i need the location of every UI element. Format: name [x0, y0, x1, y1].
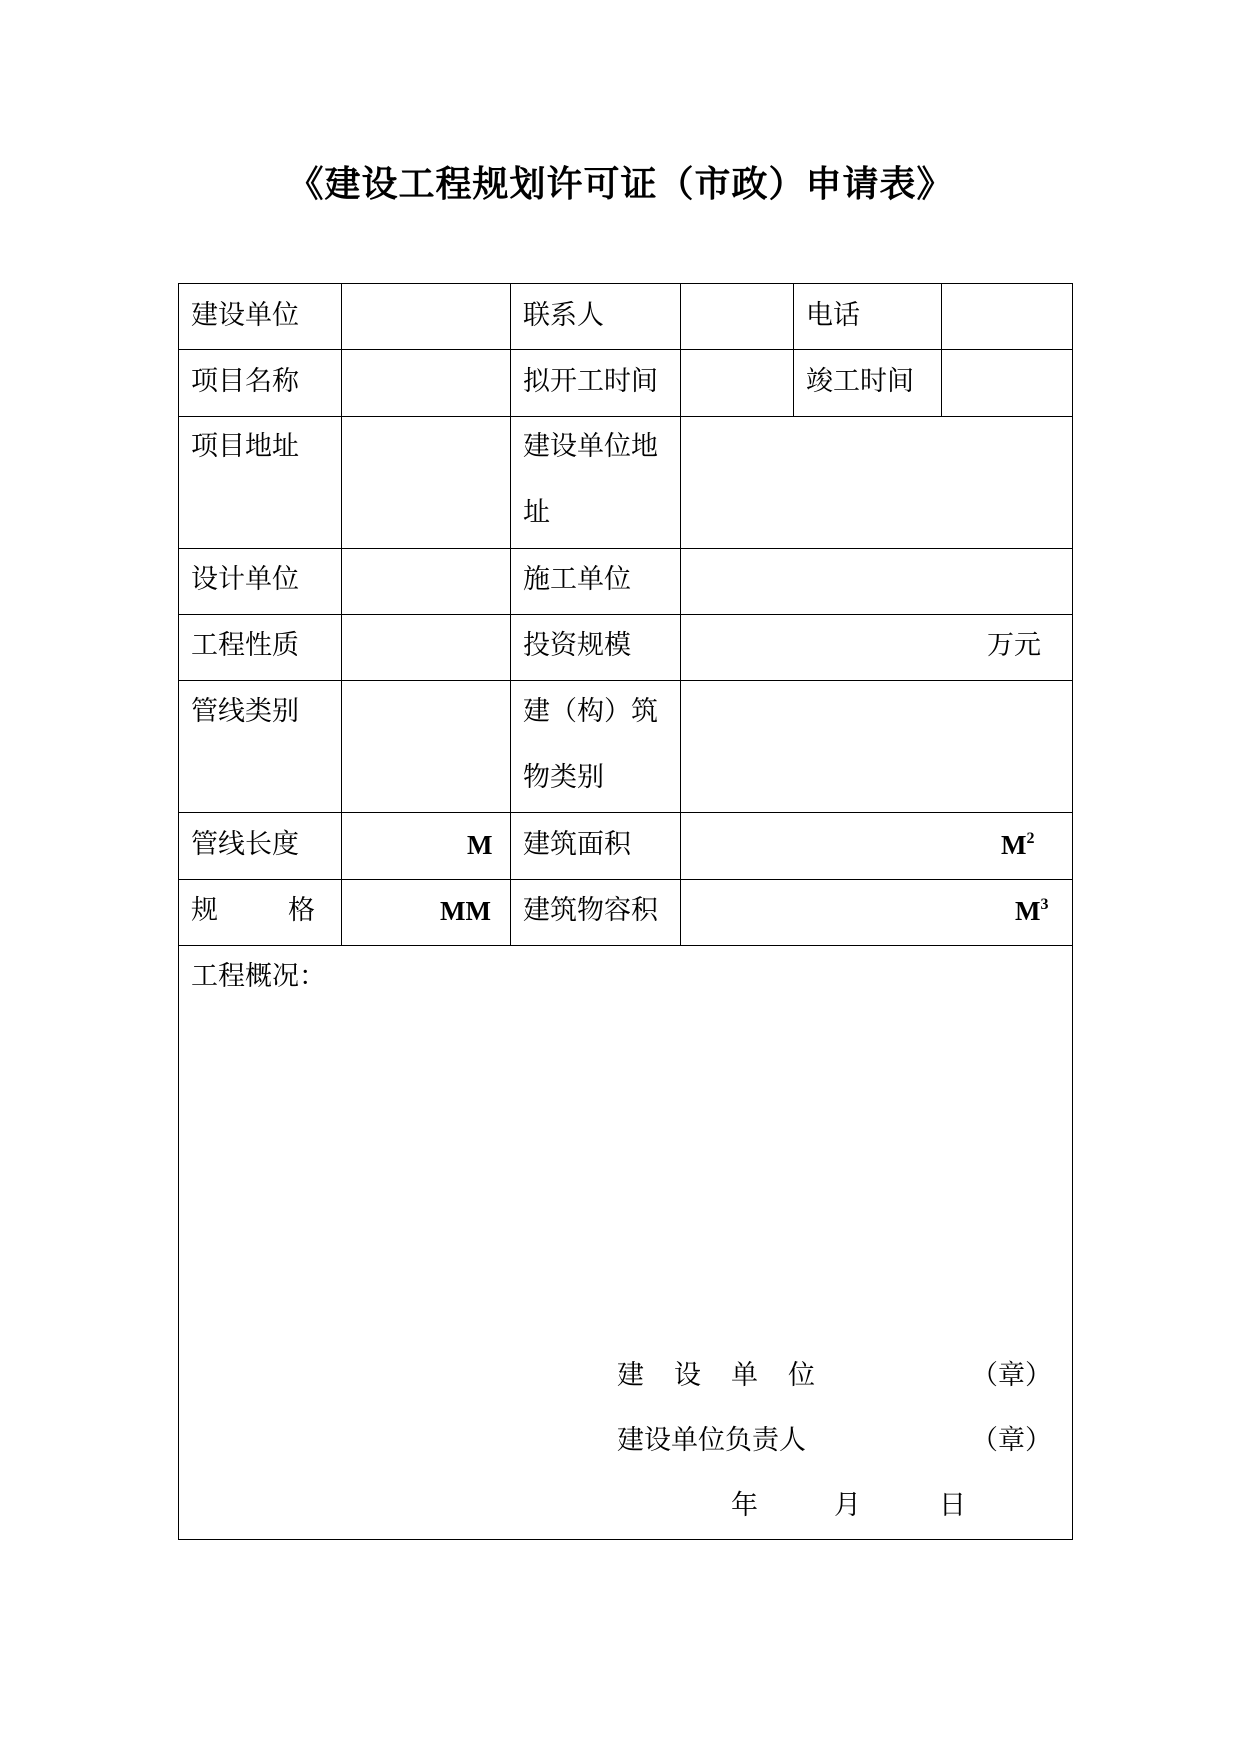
label-pipeline-type: 管线类别: [191, 696, 299, 727]
label-spec-char2: 格: [288, 895, 315, 926]
label-finish-time: 竣工时间: [806, 366, 914, 397]
row-divider: [179, 548, 1072, 549]
label-pipeline-length: 管线长度: [191, 829, 299, 860]
signature-responsible: 建设单位负责人: [617, 1425, 806, 1456]
signature-unit-char: 单: [731, 1360, 758, 1391]
label-construction-unit: 施工单位: [523, 564, 631, 595]
label-structure-type-line2: 物类别: [523, 762, 604, 793]
unit-volume: [1015, 896, 1048, 927]
date-day: 日: [939, 1490, 966, 1521]
row-divider: [179, 680, 1072, 681]
signature-unit-char: 设: [674, 1360, 701, 1391]
column-divider: [510, 284, 511, 945]
row-divider: [179, 812, 1072, 813]
form-title: 《建设工程规划许可证（市政）申请表》: [287, 163, 954, 205]
unit-length: M: [467, 830, 493, 860]
label-project-address: 项目地址: [191, 431, 299, 462]
unit-area: [1001, 830, 1034, 861]
date-year: 年: [731, 1490, 758, 1521]
label-structure-type-line1: 建（构）筑: [523, 696, 658, 727]
label-spec-char1: 规: [191, 895, 218, 926]
label-project-nature: 工程性质: [191, 630, 299, 661]
label-project-overview: 工程概况：: [191, 961, 326, 992]
column-divider: [941, 284, 942, 416]
column-divider: [793, 284, 794, 416]
column-divider: [680, 284, 681, 945]
unit-area-base: M: [1001, 830, 1027, 860]
seal-responsible: （章）: [971, 1425, 1052, 1456]
label-build-unit: 建设单位: [191, 300, 299, 331]
label-spec: [191, 896, 315, 926]
label-build-unit-address-line2: 址: [523, 497, 550, 528]
label-design-unit: 设计单位: [191, 564, 299, 595]
row-divider: [179, 945, 1072, 946]
unit-area-exponent: 2: [1026, 830, 1035, 847]
unit-volume-base: M: [1015, 896, 1041, 926]
date-month: 月: [834, 1490, 861, 1521]
label-phone: 电话: [806, 300, 860, 331]
unit-volume-exponent: 3: [1040, 896, 1049, 913]
label-contact: 联系人: [523, 300, 604, 331]
signature-unit-char: 建: [617, 1360, 644, 1391]
signature-unit-char: 位: [788, 1360, 815, 1391]
row-divider: [179, 879, 1072, 880]
row-divider: [179, 349, 1072, 350]
label-building-area: 建筑面积: [523, 829, 631, 860]
seal-build-unit: （章）: [971, 1360, 1052, 1391]
row-divider: [179, 416, 1072, 417]
unit-investment: 万元: [987, 630, 1041, 661]
label-build-unit-address-line1: 建设单位地: [523, 431, 658, 462]
label-project-name: 项目名称: [191, 366, 299, 397]
label-building-volume: 建筑物容积: [523, 895, 658, 926]
label-investment-scale: 投资规模: [523, 630, 631, 661]
unit-spec: MM: [440, 896, 491, 926]
column-divider: [341, 284, 342, 945]
signature-build-unit: [617, 1361, 815, 1391]
label-start-time: 拟开工时间: [523, 366, 658, 397]
application-form-table: [178, 283, 1073, 1540]
row-divider: [179, 614, 1072, 615]
